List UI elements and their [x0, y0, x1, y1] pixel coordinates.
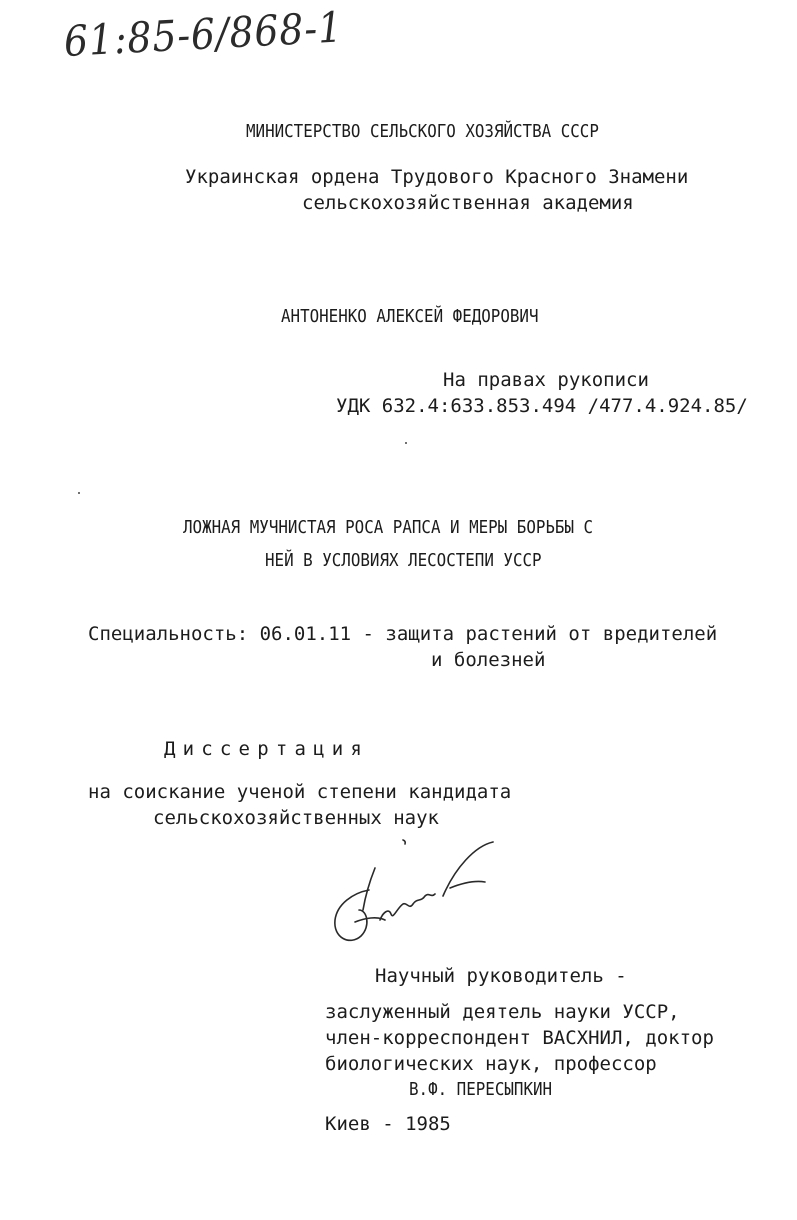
speck	[405, 442, 407, 444]
archive-number-handwritten: 61:85-6/868-1	[62, 2, 345, 66]
author-signature	[325, 838, 495, 953]
degree-line-1: на соискание ученой степени кандидата	[88, 781, 512, 803]
dissertation-title-line-1: ЛОЖНАЯ МУЧНИСТАЯ РОСА РАПСА И МЕРЫ БОРЬБЫ С	[183, 517, 594, 538]
supervisor-heading: Научный руководитель -	[375, 965, 627, 987]
supervisor-name: В.Ф. ПЕРЕСЫПКИН	[409, 1079, 553, 1100]
udk-code: УДК 632.4:633.853.494 /477.4.924.85/	[336, 395, 748, 417]
dissertation-label: Диссертация	[164, 738, 370, 760]
speck	[78, 492, 80, 494]
specialty-line-1: Специальность: 06.01.11 - защита растений от вредителей	[88, 623, 718, 645]
specialty-line-2: и болезней	[431, 649, 546, 671]
institution-line-1: Украинская ордена Трудового Красного Знамени	[185, 166, 689, 188]
supervisor-title-line-3: биологических наук, профессор	[325, 1053, 657, 1075]
dissertation-title-line-2: НЕЙ В УСЛОВИЯХ ЛЕСОСТЕПИ УССР	[265, 550, 542, 571]
institution-line-2: сельскохозяйственная академия	[302, 192, 634, 214]
ministry-heading: МИНИСТЕРСТВО СЕЛЬСКОГО ХОЗЯЙСТВА СССР	[246, 121, 599, 142]
manuscript-rights-note: На правах рукописи	[443, 369, 649, 391]
degree-line-2: сельскохозяйственных наук	[153, 807, 439, 829]
place-and-year: Киев - 1985	[325, 1113, 451, 1135]
supervisor-title-line-2: член-корреспондент ВАСХНИЛ, доктор	[325, 1027, 714, 1049]
author-name: АНТОНЕНКО АЛЕКСЕЙ ФЕДОРОВИЧ	[281, 306, 539, 327]
supervisor-title-line-1: заслуженный деятель науки УССР,	[325, 1001, 680, 1023]
